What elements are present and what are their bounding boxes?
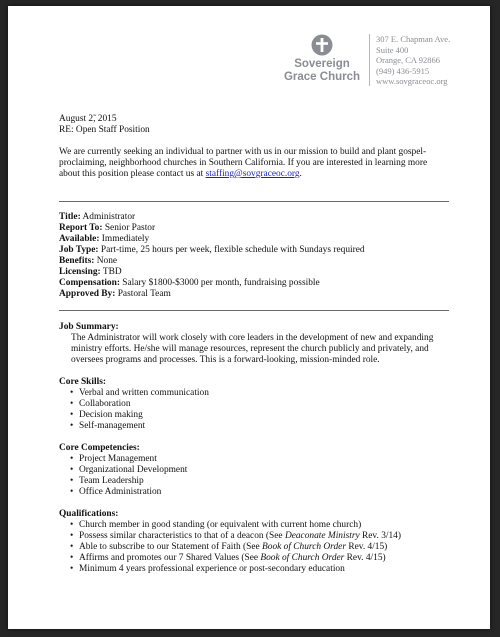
org-name-line2: Grace Church bbox=[283, 71, 361, 83]
church-logo bbox=[280, 34, 364, 84]
detail-approved-by bbox=[59, 289, 365, 300]
address-line: 307 E. Chapman Ave. bbox=[376, 34, 451, 44]
detail-job-type bbox=[59, 245, 365, 256]
detail-value: TBD bbox=[100, 267, 122, 277]
detail-label: Available: bbox=[59, 234, 100, 244]
list-item: • Verbal and written communication bbox=[79, 388, 454, 399]
detail-value: Part-time, 25 hours per week, flexible schedule with Sundays required bbox=[98, 245, 365, 255]
detail-value: None bbox=[94, 256, 118, 266]
detail-licensing bbox=[59, 267, 365, 278]
detail-label: Job Type: bbox=[59, 245, 99, 255]
list-item bbox=[79, 531, 454, 542]
detail-available bbox=[59, 234, 365, 245]
document-page bbox=[8, 6, 490, 629]
address-line: Suite 400 bbox=[376, 44, 409, 55]
detail-label: Compensation: bbox=[59, 278, 120, 288]
item-text: Church member in good standing (or equivalent with current home church) bbox=[79, 520, 362, 530]
divider-top bbox=[59, 201, 449, 202]
list-item bbox=[79, 553, 454, 564]
detail-value: Senior Pastor bbox=[102, 223, 156, 233]
job-summary-text: The Administrator will work closely with core leaders in the development of new and expanding ministry efforts. He/she will manage resources, represent the church publicly and privately, and oversees programs and processes. This is a forward-looking, mission-minded role. bbox=[71, 333, 434, 365]
item-text: Affirms and promotes our 7 Shared Values (See bbox=[79, 553, 261, 563]
letterhead-address bbox=[376, 34, 450, 87]
qualifications-heading: Qualifications: bbox=[59, 509, 119, 519]
core-competencies-list bbox=[59, 454, 454, 498]
list-item bbox=[79, 542, 454, 553]
job-summary-heading: Job Summary: bbox=[59, 322, 119, 332]
list-item: • Self-management bbox=[79, 421, 454, 432]
item-reference: Book of Church Order bbox=[260, 553, 345, 563]
item-text: Rev. 3/14) bbox=[359, 531, 401, 541]
item-text: Minimum 4 years professional experience or post-secondary education bbox=[79, 564, 345, 574]
detail-benefits bbox=[59, 256, 365, 267]
item-text: Rev. 4/15) bbox=[344, 553, 386, 563]
core-skills-list bbox=[59, 388, 454, 432]
staffing-email-link[interactable]: staffing@sovgraceoc.org bbox=[205, 169, 300, 179]
detail-value: Administrator bbox=[80, 212, 136, 222]
detail-label: Report To: bbox=[59, 223, 103, 233]
list-item: • Project Management bbox=[79, 454, 454, 465]
detail-label: Licensing: bbox=[59, 267, 101, 277]
item-text: Able to subscribe to our Statement of Faith (See bbox=[79, 542, 263, 552]
intro-text: We are currently seeking an individual to partner with us in our mission to build and plant gospel-proclaiming, neighborhood churches in Southern California. If you are interested in learning more about this position please contact us at bbox=[59, 147, 428, 179]
item-reference: Deaconate Ministry bbox=[284, 531, 360, 541]
list-item: • Collaboration bbox=[79, 399, 454, 410]
list-item: • Decision making bbox=[79, 410, 454, 421]
divider-bottom bbox=[59, 310, 449, 311]
item-text: Rev. 4/15) bbox=[345, 542, 388, 552]
letterhead-divider bbox=[369, 34, 370, 86]
list-item bbox=[79, 564, 454, 575]
qualifications-list bbox=[59, 520, 454, 575]
detail-label: Approved By: bbox=[59, 289, 116, 299]
org-name-line1: Sovereign bbox=[294, 58, 350, 70]
intro-paragraph bbox=[59, 147, 449, 180]
core-skills-heading: Core Skills: bbox=[59, 377, 106, 387]
item-text: Possess similar characteristics to that of a deacon (See bbox=[79, 531, 285, 541]
detail-value: Salary $1800-$3000 per month, fundraising possible bbox=[119, 278, 320, 288]
detail-label: Title: bbox=[59, 212, 81, 222]
position-details bbox=[59, 212, 365, 300]
detail-label: Benefits: bbox=[59, 256, 95, 266]
detail-value: Immediately bbox=[99, 234, 150, 244]
list-item: • Organizational Development bbox=[79, 465, 454, 476]
detail-value: Pastoral Team bbox=[115, 289, 171, 299]
church-cross-logo-icon bbox=[311, 34, 333, 56]
intro-end: . bbox=[299, 169, 302, 179]
core-competencies-heading: Core Competencies: bbox=[59, 443, 140, 453]
letter-opening bbox=[59, 114, 449, 180]
address-line: Orange, CA 92866 bbox=[376, 55, 440, 66]
list-item: • Team Leadership bbox=[79, 476, 454, 487]
detail-title bbox=[59, 212, 365, 223]
item-reference: Book of Church Order bbox=[262, 542, 346, 552]
phone-number: (949) 436-5915 bbox=[376, 65, 430, 76]
job-description bbox=[59, 322, 454, 575]
list-item: • Office Administration bbox=[79, 487, 454, 498]
detail-compensation bbox=[59, 278, 365, 289]
letter-subject: RE: Open Staff Position bbox=[59, 125, 150, 135]
letter-date: August 2̃, 2015 bbox=[59, 114, 117, 124]
detail-report-to bbox=[59, 223, 365, 234]
list-item bbox=[79, 520, 454, 531]
website-url: www.sovgraceoc.org bbox=[376, 76, 448, 87]
